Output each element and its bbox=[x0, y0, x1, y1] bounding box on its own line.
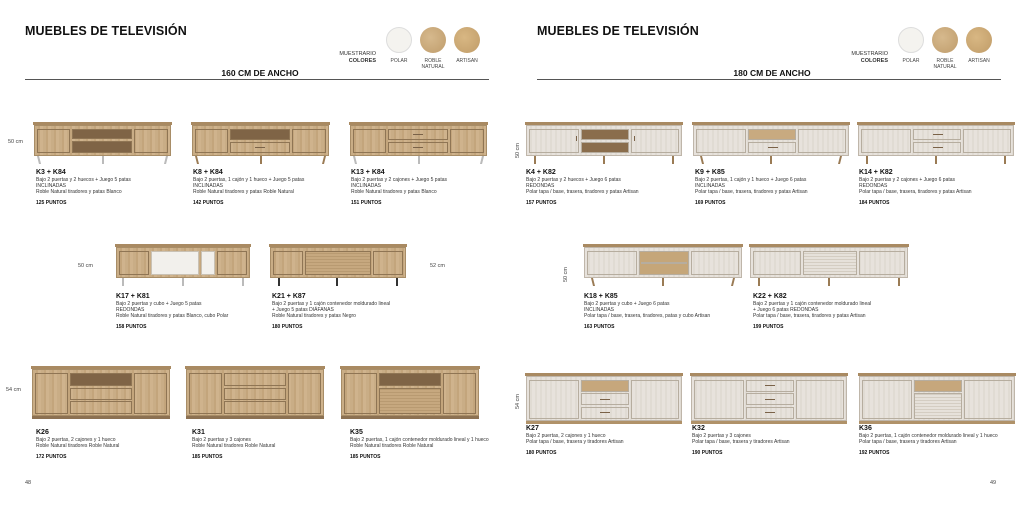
product-info bbox=[859, 425, 1021, 456]
tv-unit-image bbox=[186, 366, 324, 416]
product-desc: Bajo 2 puertas y 2 cajones + Juego 5 patas bbox=[351, 177, 448, 183]
product-desc: Polar tapa / base, trasera, tiradores y patas Artisan bbox=[526, 189, 639, 195]
product-info bbox=[526, 169, 691, 206]
sample-label-line2: COLORES bbox=[860, 58, 888, 64]
product-desc: Polar tapa / base, trasera, tiradores y patas Artisan bbox=[753, 313, 866, 319]
swatch-polar bbox=[386, 27, 412, 53]
product-desc: Roble Natural tiradores Roble Natural bbox=[36, 443, 120, 449]
swatch-label-roble: ROBLE NATURAL bbox=[421, 58, 445, 70]
tv-unit-image bbox=[34, 122, 171, 156]
product-info bbox=[192, 429, 357, 460]
product-desc: Roble Natural tiradores y patas Blanco, cubo Polar bbox=[116, 313, 229, 319]
product-code: K32 bbox=[692, 425, 705, 432]
swatch-label-polar: POLAR bbox=[390, 58, 408, 64]
product-desc: Bajo 2 puertas y 3 cajones bbox=[192, 437, 251, 443]
product-info bbox=[695, 169, 860, 206]
product-desc: Bajo 2 puertas y 3 cajones bbox=[692, 433, 751, 439]
product-desc: Roble Natural tiradores y patas Negro bbox=[272, 313, 356, 319]
product-desc: Bajo 2 puertas, 1 cajón y 1 hueco + Juego 5 patas bbox=[193, 177, 305, 183]
product-points: 180 PUNTOS bbox=[272, 324, 303, 330]
product-desc: INCLINADAS bbox=[193, 183, 224, 189]
product-desc: Bajo 2 puertas, 1 cajón y 1 hueco + Juego 6 patas bbox=[695, 177, 807, 183]
color-sample-label bbox=[318, 51, 376, 65]
product-desc: + Juego 5 patas DIÁFANAS bbox=[272, 307, 334, 313]
color-sample-label bbox=[830, 51, 888, 65]
product-code: K21 + K87 bbox=[272, 293, 306, 300]
swatch-label-artisan: ARTISAN bbox=[456, 58, 478, 64]
sample-label-line1: MUESTRARIO bbox=[339, 51, 376, 57]
tv-unit-image bbox=[270, 244, 406, 278]
product-desc: REDONDAS bbox=[526, 183, 555, 189]
product-code: K36 bbox=[859, 425, 872, 432]
page-title: MUEBLES DE TELEVISIÓN bbox=[537, 24, 699, 38]
product-points: 163 PUNTOS bbox=[584, 324, 615, 330]
product-desc: INCLINADAS bbox=[36, 183, 67, 189]
product-desc: REDONDAS bbox=[859, 183, 888, 189]
product-desc: Bajo 2 puertas y cubo + Juego 5 patas bbox=[116, 301, 202, 307]
product-desc: Polar tapa / base, trasera y tiradores Artisan bbox=[526, 439, 624, 445]
product-desc: Polar tapa / base, trasera y tiradores Artisan bbox=[692, 439, 790, 445]
product-points: 157 PUNTOS bbox=[526, 200, 557, 206]
swatch-artisan bbox=[966, 27, 992, 53]
product-info bbox=[526, 425, 691, 456]
product-code: K4 + K82 bbox=[526, 169, 556, 176]
page-number: 49 bbox=[990, 480, 997, 486]
tv-unit-image bbox=[350, 122, 487, 156]
page-number: 48 bbox=[25, 480, 32, 486]
product-points: 125 PUNTOS bbox=[36, 200, 67, 206]
width-heading: 160 CM DE ANCHO bbox=[221, 68, 299, 78]
product-points: 172 PUNTOS bbox=[36, 454, 67, 460]
swatch-roble-natural bbox=[932, 27, 958, 53]
tv-unit-image bbox=[526, 373, 682, 421]
sample-label-line1: MUESTRARIO bbox=[851, 51, 888, 57]
tv-unit-image bbox=[858, 122, 1014, 156]
product-points: 169 PUNTOS bbox=[695, 200, 726, 206]
height-dimension: 50 cm bbox=[515, 143, 521, 158]
product-desc: Bajo 2 puertas y 1 cajón contenedor moldurado lineal bbox=[272, 301, 391, 307]
product-desc: Bajo 2 puertas y cubo + Juego 6 patas bbox=[584, 301, 670, 307]
tv-unit-image bbox=[584, 244, 742, 278]
product-desc: Roble Natural tiradores y patas Roble Natural bbox=[193, 189, 294, 195]
tv-unit-image bbox=[32, 366, 170, 416]
product-desc: Roble Natural tiradores y patas Blanco bbox=[351, 189, 437, 195]
product-desc: Polar tapa / base, trasera, tiradores y patas Artisan bbox=[695, 189, 808, 195]
product-info bbox=[116, 293, 281, 330]
product-info bbox=[350, 429, 515, 460]
tv-unit-image bbox=[526, 122, 682, 156]
swatch-label-artisan: ARTISAN bbox=[968, 58, 990, 64]
product-desc: INCLINADAS bbox=[584, 307, 615, 313]
product-points: 185 PUNTOS bbox=[192, 454, 223, 460]
product-desc: Bajo 2 puertas y 1 cajón contenedor moldurado lineal bbox=[753, 301, 872, 307]
product-desc: Bajo 2 puertas, 1 cajón contenedor moldurado lineal y 1 hueco bbox=[859, 433, 998, 439]
product-code: K27 bbox=[526, 425, 539, 432]
product-desc: + Juego 6 patas REDONDAS bbox=[753, 307, 819, 313]
product-info bbox=[272, 293, 437, 330]
product-desc: INCLINADAS bbox=[695, 183, 726, 189]
product-desc: Bajo 2 puertas, 2 cajones y 1 hueco bbox=[526, 433, 606, 439]
product-code: K18 + K85 bbox=[584, 293, 618, 300]
product-points: 199 PUNTOS bbox=[753, 324, 784, 330]
product-points: 158 PUNTOS bbox=[116, 324, 147, 330]
product-desc: Bajo 2 puertas y 2 cajones + Juego 6 patas bbox=[859, 177, 956, 183]
product-points: 180 PUNTOS bbox=[526, 450, 557, 456]
product-desc: Roble Natural tiradores Roble Natural bbox=[350, 443, 434, 449]
height-dimension: 50 cm bbox=[78, 263, 93, 269]
product-info bbox=[584, 293, 749, 330]
product-info bbox=[193, 169, 358, 206]
product-code: K26 bbox=[36, 429, 49, 436]
page-title: MUEBLES DE TELEVISIÓN bbox=[25, 24, 187, 38]
product-desc: Roble Natural tiradores y patas Blanco bbox=[36, 189, 122, 195]
product-desc: Bajo 2 puertas y 2 huecos + Juego 6 patas bbox=[526, 177, 621, 183]
product-points: 142 PUNTOS bbox=[193, 200, 224, 206]
product-info bbox=[36, 429, 201, 460]
product-desc: Polar tapa / base, trasera, tiradores y patas Artisan bbox=[859, 189, 972, 195]
product-code: K3 + K84 bbox=[36, 169, 66, 176]
product-info bbox=[692, 425, 857, 456]
divider bbox=[25, 79, 489, 80]
product-desc: Polar tapa / base, trasera y tiradores Artisan bbox=[859, 439, 957, 445]
product-desc: INCLINADAS bbox=[351, 183, 382, 189]
product-code: K8 + K84 bbox=[193, 169, 223, 176]
product-desc: REDONDAS bbox=[116, 307, 145, 313]
product-points: 184 PUNTOS bbox=[859, 200, 890, 206]
product-code: K17 + K81 bbox=[116, 293, 150, 300]
product-info bbox=[351, 169, 516, 206]
swatch-artisan bbox=[454, 27, 480, 53]
product-code: K22 + K82 bbox=[753, 293, 787, 300]
product-info bbox=[859, 169, 1024, 206]
divider bbox=[537, 79, 1001, 80]
tv-unit-image bbox=[691, 373, 847, 421]
product-desc: Bajo 2 puertas, 2 cajones y 1 hueco bbox=[36, 437, 116, 443]
product-points: 185 PUNTOS bbox=[350, 454, 381, 460]
tv-unit-image bbox=[859, 373, 1015, 421]
swatch-roble-natural bbox=[420, 27, 446, 53]
product-points: 190 PUNTOS bbox=[692, 450, 723, 456]
swatch-label-polar: POLAR bbox=[902, 58, 920, 64]
height-dimension: 54 cm bbox=[6, 387, 21, 393]
product-code: K9 + K85 bbox=[695, 169, 725, 176]
height-dimension: 50 cm bbox=[563, 267, 569, 282]
sample-label-line2: COLORES bbox=[348, 58, 376, 64]
tv-unit-image bbox=[192, 122, 329, 156]
product-info bbox=[753, 293, 918, 330]
product-code: K35 bbox=[350, 429, 363, 436]
catalog-page-49 bbox=[512, 0, 1024, 512]
height-dimension: 54 cm bbox=[515, 394, 521, 409]
product-code: K14 + K82 bbox=[859, 169, 893, 176]
product-points: 151 PUNTOS bbox=[351, 200, 382, 206]
product-code: K13 + K84 bbox=[351, 169, 385, 176]
tv-unit-image bbox=[341, 366, 479, 416]
swatch-polar bbox=[898, 27, 924, 53]
width-heading: 180 CM DE ANCHO bbox=[733, 68, 811, 78]
tv-unit-image bbox=[693, 122, 849, 156]
height-dimension: 52 cm bbox=[430, 263, 445, 269]
product-desc: Roble Natural tiradores Roble Natural bbox=[192, 443, 276, 449]
product-desc: Polar tapa / base, trasera, tiradores, patas y cubo Artisan bbox=[584, 313, 711, 319]
product-info bbox=[36, 169, 201, 206]
product-desc: Bajo 2 puertas, 1 cajón contenedor moldurado lineal y 1 hueco bbox=[350, 437, 489, 443]
tv-unit-image bbox=[750, 244, 908, 278]
swatch-label-roble: ROBLE NATURAL bbox=[933, 58, 957, 70]
product-points: 192 PUNTOS bbox=[859, 450, 890, 456]
product-code: K31 bbox=[192, 429, 205, 436]
height-dimension: 50 cm bbox=[8, 139, 23, 145]
tv-unit-image bbox=[116, 244, 250, 278]
product-desc: Bajo 2 puertas y 2 huecos + Juego 5 patas bbox=[36, 177, 131, 183]
